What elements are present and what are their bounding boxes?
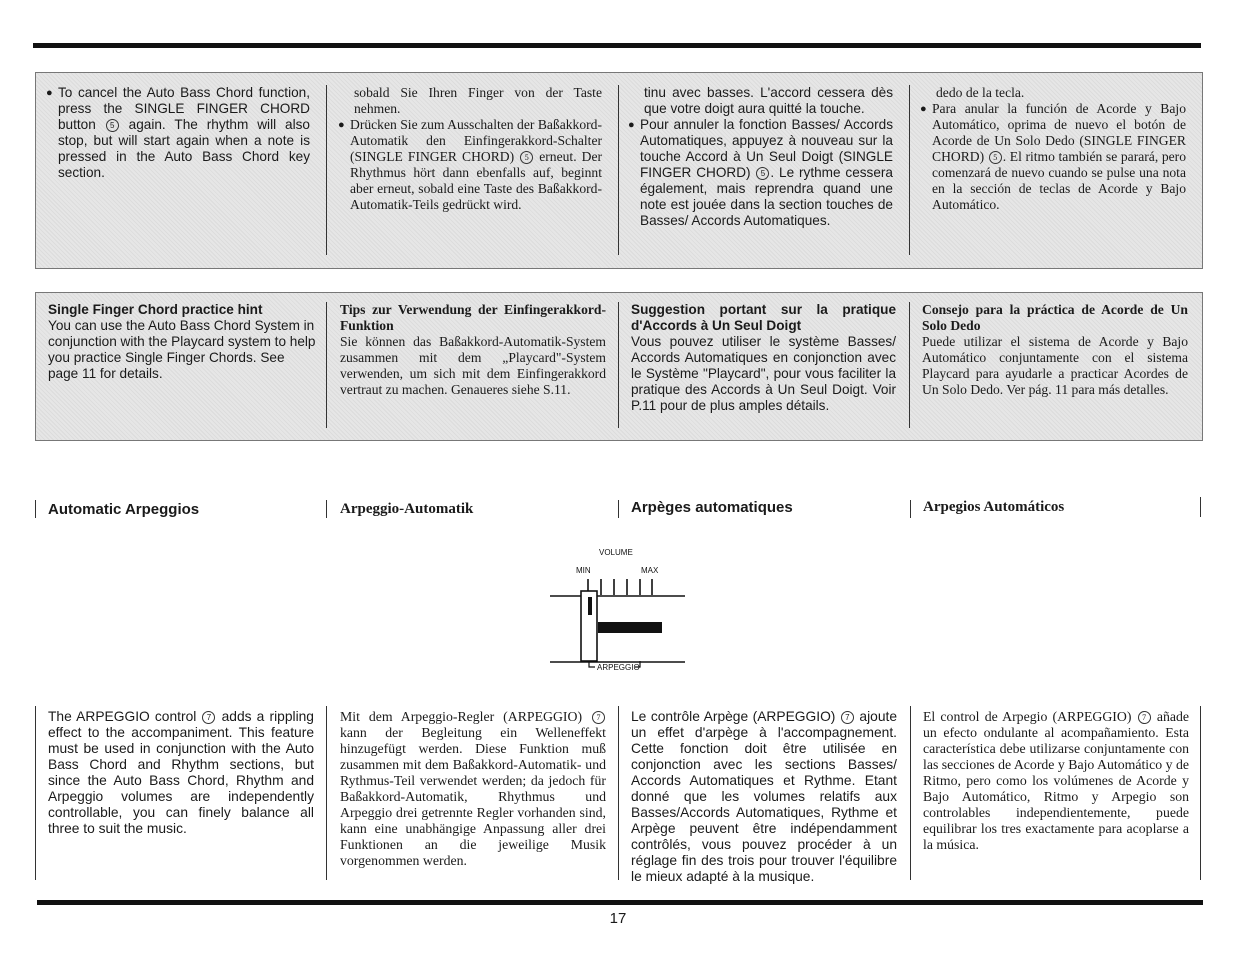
page-number: 17 [609,910,627,927]
title-marker [618,500,619,518]
hint-col-fr [631,302,896,414]
column-divider [910,706,911,880]
button-5-icon: 5 [106,119,119,132]
top-rule [33,43,1201,48]
hint-col-de [340,302,606,398]
column-divider [326,302,327,428]
top-col-de: sobald Sie Ihren Finger von der Taste nehmen. ● Drücken Sie zum Ausschalten der Baßakkord-Automatik den Einfingerakkord-Schalter (SINGLE FINGER CHORD) 5 erneut. Der Rhythmus hört dann ebenfalls auf, beginnt aber erneut, sobald eine Taste des Baßakkord-Automatik-Teils gedrückt wird. [338,85,603,212]
top-col-fr: tinu avec basses. L'accord cessera dès que votre doigt aura quitté la touche. ● Pour annuler la fonction Basses/ Accords Automatiques, appuyez à nouveau sur la touche Accord à Un Seul Doigt (SINGLE FINGER CHORD) 5 . Le rythme cessera également, mais reprendra quand une note est jouée dans la section touches de Basses/ Accords Automatiques. [628,85,893,228]
title-marker [35,500,36,518]
hint-text-fr: Vous pouvez utiliser le système Basses/ Accords Automatiques en conjonction avec le Système "Playcard", pour vous faciliter la pratique des Accords à Un Seul Doigt. Voir P.11 pour de plus amples détails. [631,334,896,413]
section-title-en: Automatic Arpeggios [48,501,200,518]
volume-label: VOLUME [599,548,633,557]
top-col-en: ● To cancel the Auto Bass Chord function, press the SINGLE FINGER CHORD button 5 again. The rhythm will also stop, but will start again when a note is pressed in the Auto Bass Chord key section. [46,85,310,180]
control-7-icon: 7 [592,711,605,724]
column-divider [618,302,619,428]
practice-hint-box [35,292,1203,441]
title-marker [326,500,327,518]
bullet-icon: ● [628,119,635,131]
title-marker [910,500,911,518]
min-label: MIN [576,566,591,575]
column-divider [909,85,910,255]
hint-title-fr: Suggestion portant sur la pratique d'Accords à Un Seul Doigt [631,302,896,333]
bullet-icon: ● [920,103,927,115]
button-5-icon: 5 [756,167,769,180]
arpeggio-pointer-bar [598,622,662,633]
body-col-de: Mit dem Arpeggio-Regler (ARPEGGIO) 7 kann der Begleitung ein Welleneffekt hinzugefügt werden. Diese Funktion muß zusammen mit dem Baßakkord-Automatik- und Rythmus-Teil verwendet werden; da jedoch für Baßakkord-Automatik, Rhythmus und Arpeggio drei getrennte Regler vorhanden sind, kann eine unabhängige Anpassung aller drei Funktionen an die jeweilige Musik vorgenommen werden. [340,709,606,868]
hint-text-de: Sie können das Baßakkord-Automatik-System zusammen mit dem „Playcard"-System verwenden, um sich mit dem Einfingerakkord vertraut zu machen. Genaueres siehe S.11. [340,334,606,397]
column-divider [618,85,619,255]
arpeggio-label: ARPEGGIO [597,663,640,672]
column-divider [35,706,36,880]
hint-title-de: Tips zur Verwendung der Einfingerakkord-Funktion [340,302,606,333]
hint-col-es [922,302,1188,398]
cancel-info-box [35,72,1203,269]
column-divider [326,706,327,880]
hint-title-es: Consejo para la práctica de Acorde de Un Solo Dedo [922,302,1188,333]
control-7-icon: 7 [202,711,215,724]
column-divider [326,85,327,255]
hint-title-en: Single Finger Chord practice hint [48,302,263,317]
arpeggio-volume-diagram [545,545,695,675]
max-label: MAX [641,566,659,575]
top-col-es: dedo de la tecla. ● Para anular la función de Acorde y Bajo Automático, oprima de nuevo el botón de Acorde de Un Solo Dedo (SINGLE FINGER CHORD) 5 . El ritmo también se parará, pero comenzará de nuevo cuando se pulse una nota en la sección de teclas de Acorde y Bajo Automático. [920,85,1186,212]
hint-text-en: You can use the Auto Bass Chord System in conjunction with the Playcard system to help you practice Single Finger Chords. See page 11 for details. [48,318,316,381]
bullet-icon: ● [46,87,53,99]
control-7-icon: 7 [1138,711,1151,724]
title-marker [1200,497,1201,517]
control-7-icon: 7 [841,711,854,724]
bullet-icon: ● [338,119,345,131]
hint-col-en [48,302,316,382]
section-title-fr: Arpèges automatiques [631,499,793,516]
button-5-icon: 5 [989,151,1002,164]
body-col-fr: Le contrôle Arpège (ARPEGGIO) 7 ajoute un effet d'arpège à l'accompagnement. Cette fonction doit être utilisée en conjonction avec les sections Basses/ Accords Automatiques et Rythme. Etant donné que les volumes relatifs aux Basses/Accords Automatiques, Rythme et Arpège peuvent être indépendamment contrôlés, vous pouvez procéder à un réglage fin des trois pour trouver l'équilibre le mieux adapté à la musique. [631,709,897,884]
column-divider [618,706,619,880]
hint-text-es: Puede utilizar el sistema de Acorde y Bajo Automático conjuntamente con el sistema Playcard para ayudarle a practicar Acordes de Un Solo Dedo. Ver pág. 11 para más detalles. [922,334,1188,397]
section-title-es: Arpegios Automáticos [923,499,1065,515]
arpeggio-slider-knob[interactable] [588,597,592,615]
button-5-icon: 5 [520,151,533,164]
body-col-es: El control de Arpegio (ARPEGGIO) 7 añade un efecto ondulante al acompañamiento. Esta característica debe utilizarse conjuntamente con las secciones de Acorde y Bajo Automático y de Ritmo, pero como los volúmenes de Acorde y Bajo Automático, Ritmo y Arpegio son controlables independientemente, puede equilibrar los tres exactamente para acoplarse a la música. [923,709,1190,852]
bottom-rule [37,900,1203,905]
section-title-de: Arpeggio-Automatik [340,501,474,517]
body-col-en: The ARPEGGIO control 7 adds a rippling effect to the accompaniment. This feature must be used in conjunction with the Auto Bass Chord and Rhythm sections, but since the Auto Bass Chord, Rhythm and Arpeggio volumes are independently controllable, you can finely balance all three to suit the music. [48,709,314,836]
column-divider [1200,706,1201,880]
column-divider [909,302,910,428]
